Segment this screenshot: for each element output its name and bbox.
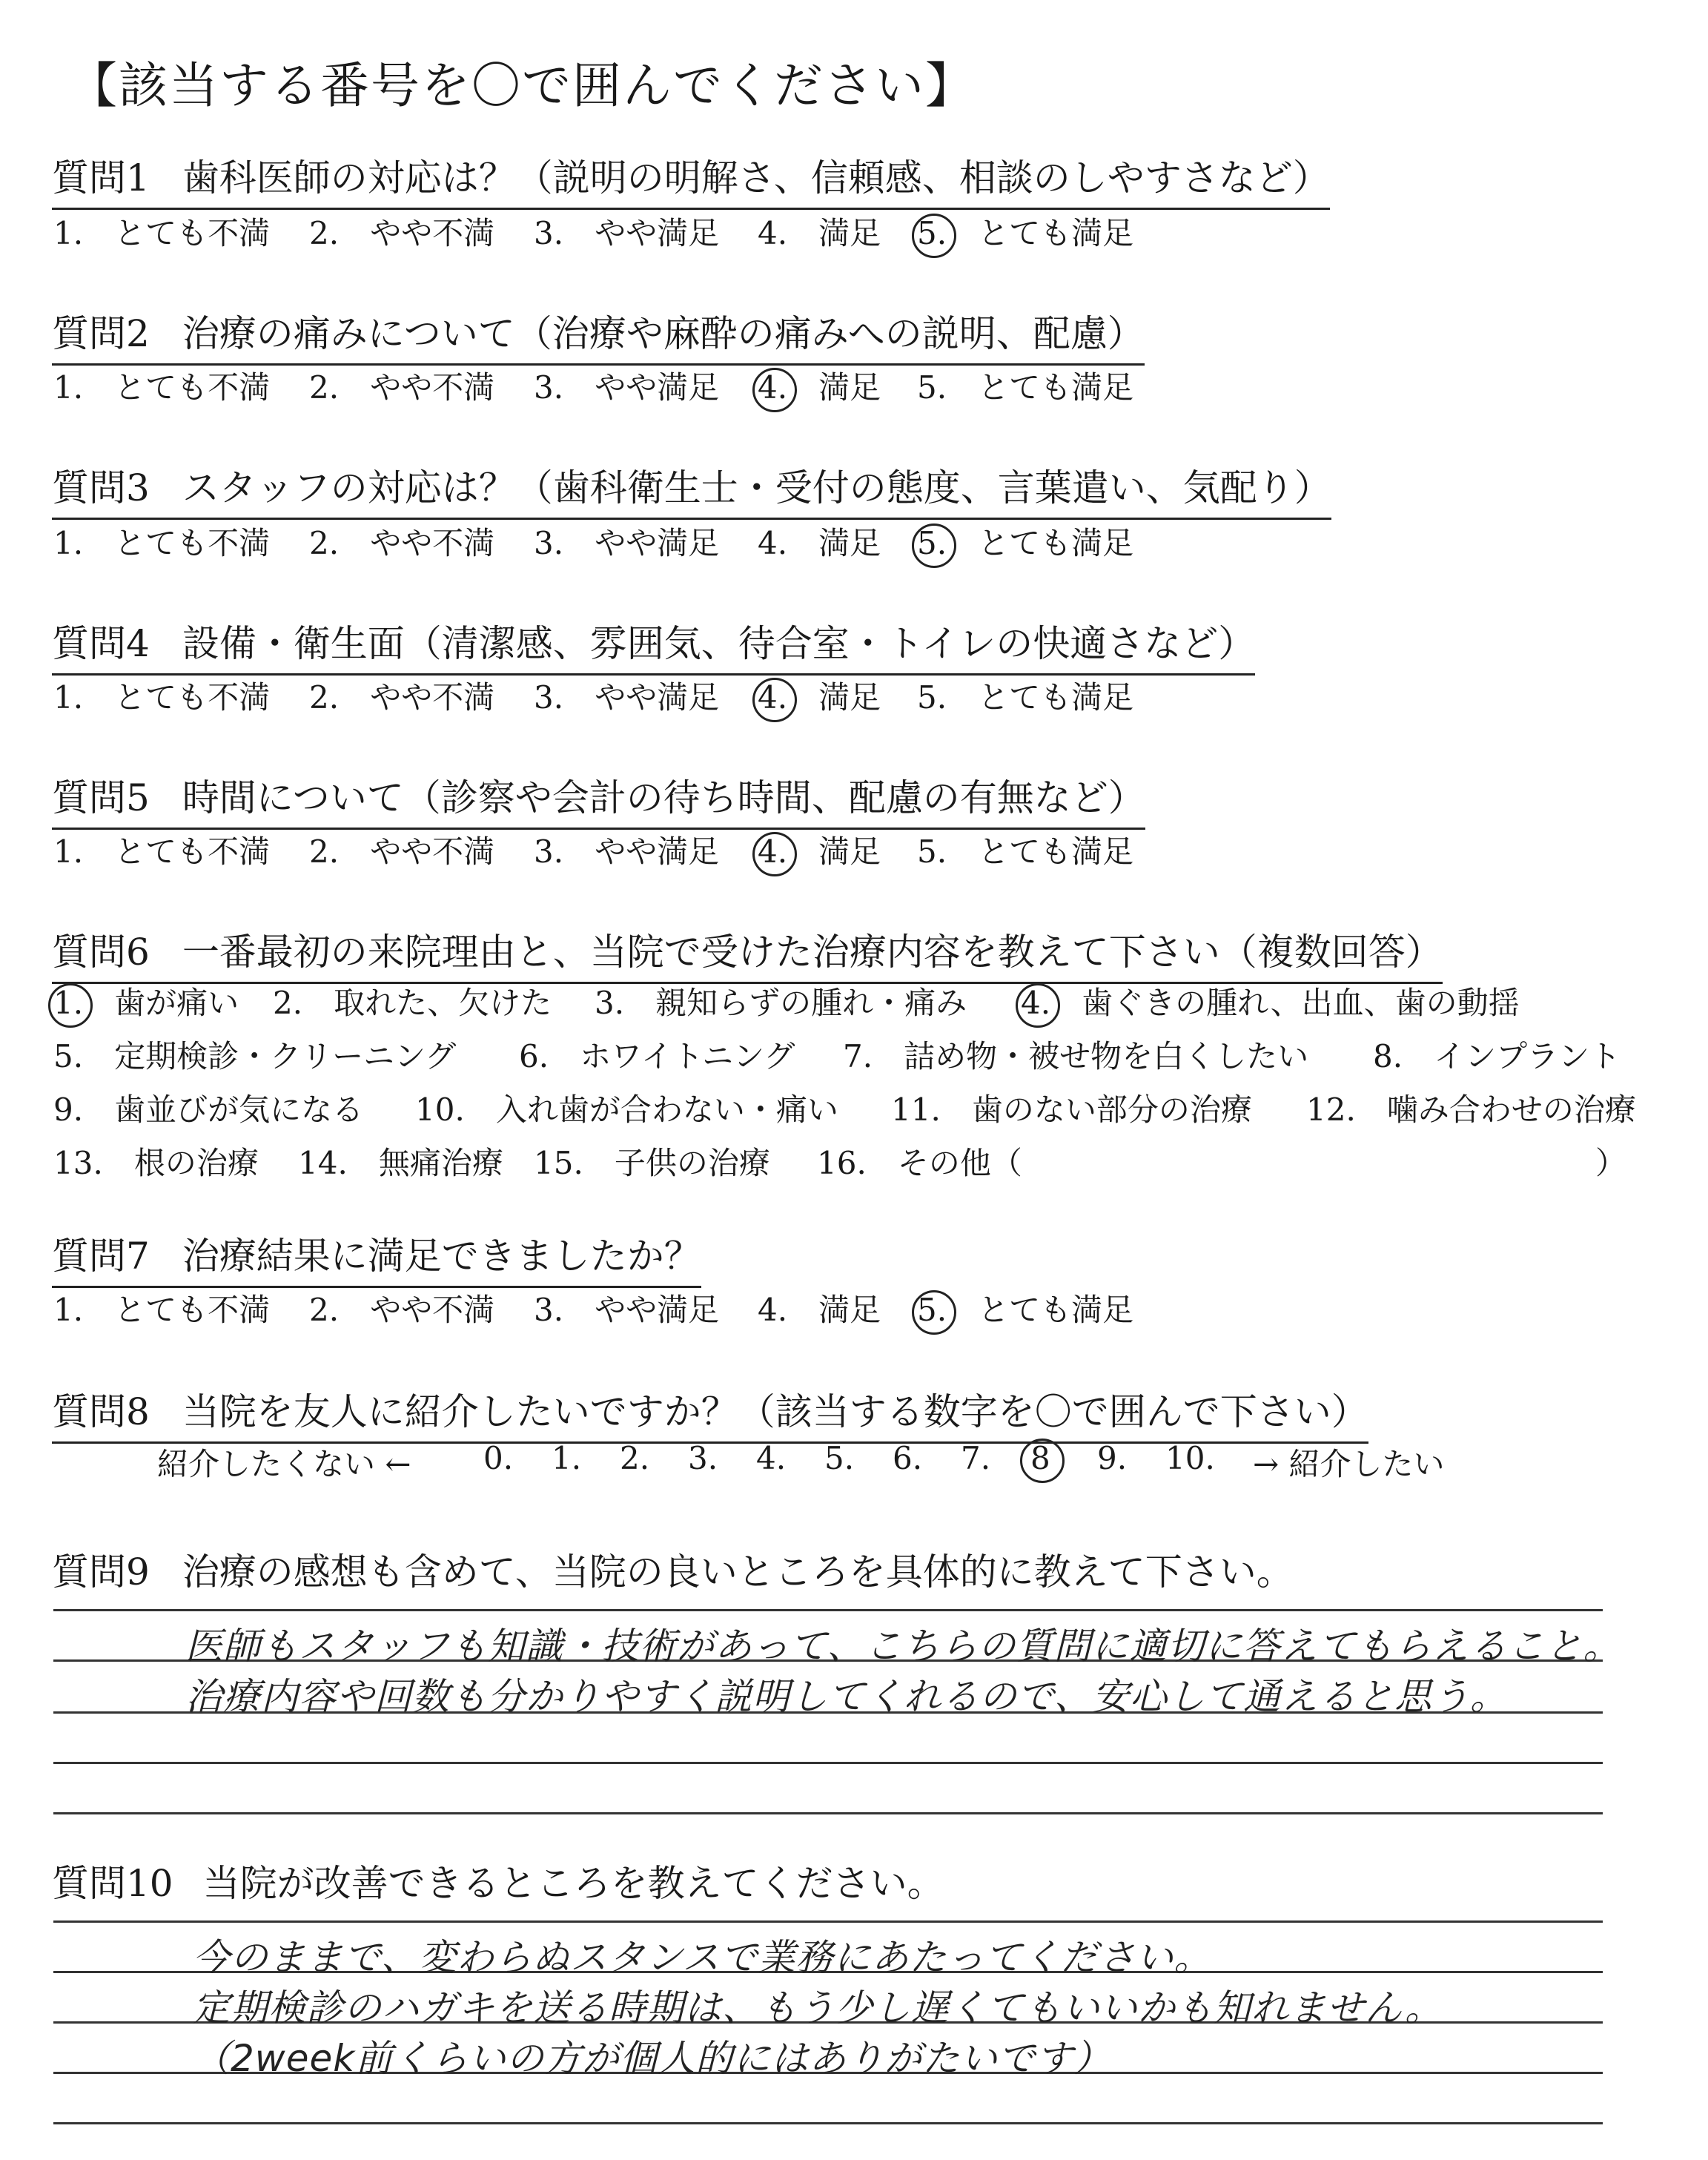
q6-option-2[interactable]: 2. 取れた、欠けた [273,985,552,1021]
selected-circle: 4. [1021,985,1051,1021]
question-5-text: 時間について（診察や会計の待ち時間、配慮の有無など） [182,776,1145,819]
q2-option-4[interactable]: 4. 満足 [758,369,881,406]
question-4-number: 質問4 [52,622,150,665]
q1-option-5[interactable]: 5. とても満足 [917,215,1134,251]
answer-line [53,1762,1603,1764]
q2-option-2[interactable]: 2. やや不満 [309,369,495,406]
question-5-number: 質問5 [52,776,150,819]
question-4-text: 設備・衛生面（清潔感、雰囲気、待合室・トイレの快適さなど） [182,622,1256,665]
q9-answer-line-2: 治療内容や回数も分かりやすく説明してくれるので、安心して通えると思う。 [185,1675,1508,1718]
q5-option-3[interactable]: 3. やや満足 [534,833,720,870]
question-6-title [52,922,1443,984]
q3-option-5[interactable]: 5. とても満足 [917,525,1134,561]
q4-option-5[interactable]: 5. とても満足 [917,679,1134,716]
selected-circle: 8 [1030,1440,1050,1476]
scale-10[interactable]: 10. [1165,1440,1215,1476]
q4-option-2[interactable]: 2. やや不満 [309,679,495,716]
q7-option-2[interactable]: 2. やや不満 [309,1292,495,1328]
q5-option-2[interactable]: 2. やや不満 [309,833,495,870]
q1-option-2[interactable]: 2. やや不満 [309,215,495,251]
selected-circle: 5. [917,215,947,251]
question-3-number: 質問3 [52,466,150,509]
q1-option-4[interactable]: 4. 満足 [758,215,881,251]
question-7-title [52,1226,701,1288]
scale-1[interactable]: 1. [552,1440,582,1476]
selected-circle: 4. [758,833,788,870]
q6-option-11[interactable]: 11. 歯のない部分の治療 [891,1091,1252,1128]
question-9-number: 質問9 [52,1550,150,1593]
q7-option-4[interactable]: 4. 満足 [758,1292,881,1328]
q6-option-4[interactable]: 4. 歯ぐきの腫れ、出血、歯の動揺 [1021,985,1520,1021]
question-4-title [52,614,1255,676]
q6-option-13[interactable]: 13. 根の治療 [53,1145,259,1181]
question-5-title [52,768,1145,830]
q5-option-4[interactable]: 4. 満足 [758,833,881,870]
q10-answer-line-2: 定期検診のハガキを送る時期は、もう少し遅くてもいいかも知れません。 [193,1986,1443,2029]
selected-circle: 5. [917,525,947,561]
scale-4[interactable]: 4. [756,1440,787,1476]
q4-option-4[interactable]: 4. 満足 [758,679,881,716]
scale-5[interactable]: 5. [824,1440,855,1476]
question-9-text: 治療の感想も含めて、当院の良いところを具体的に教えて下さい。 [182,1550,1294,1593]
question-7-text: 治療結果に満足できましたか？ [182,1235,701,1278]
q6-option-15[interactable]: 15. 子供の治療 [534,1145,770,1181]
question-6-number: 質問6 [52,931,150,974]
q1-option-1[interactable]: 1. とても不満 [53,215,271,251]
q2-option-1[interactable]: 1. とても不満 [53,369,271,406]
question-10-text: 当院が改善できるところを教えてください。 [202,1862,944,1905]
q6-option-1[interactable]: 1. 歯が痛い [53,985,239,1021]
scale-7[interactable]: 7. [961,1440,991,1476]
question-3-title [52,458,1331,520]
q4-option-1[interactable]: 1. とても不満 [53,679,271,716]
q2-option-3[interactable]: 3. やや満足 [534,369,720,406]
question-6-options [53,979,1647,1201]
question-8-title [52,1382,1368,1444]
question-1-number: 質問1 [52,156,150,199]
q6-option-8[interactable]: 8. インプラント [1373,1038,1621,1074]
q6-option-10[interactable]: 10. 入れ歯が合わない・痛い [415,1091,838,1128]
scale-8[interactable] [1030,1440,1050,1476]
question-8-text: 当院を友人に紹介したいですか？（該当する数字を〇で囲んで下さい） [182,1390,1368,1433]
question-1-title [52,148,1330,210]
q6-option-9[interactable]: 9. 歯並びが気になる [53,1091,364,1128]
q6-option-14[interactable]: 14. 無痛治療 [298,1145,503,1181]
q7-option-1[interactable]: 1. とても不満 [53,1292,271,1328]
question-3-text: スタッフの対応は？（歯科衛生士・受付の態度、言葉遣い、気配り） [182,466,1331,509]
q6-option-6[interactable]: 6. ホワイトニング [519,1038,795,1074]
scale-3[interactable]: 3. [688,1440,718,1476]
q3-option-4[interactable]: 4. 満足 [758,525,881,561]
q7-option-5[interactable]: 5. とても満足 [917,1292,1134,1328]
question-2-title [52,304,1145,366]
q5-option-1[interactable]: 1. とても不満 [53,833,271,870]
question-8-number: 質問8 [52,1390,150,1433]
q3-option-1[interactable]: 1. とても不満 [53,525,271,561]
question-8-scale [157,1440,1492,1484]
q10-answer-line-3: （2week前くらいの方が個人的にはありがたいです） [193,2037,1112,2080]
scale-9[interactable]: 9. [1097,1440,1128,1476]
scale-6[interactable]: 6. [893,1440,923,1476]
selected-circle: 5. [917,1292,947,1328]
selected-circle: 4. [758,679,788,716]
question-2-text: 治療の痛みについて（治療や麻酔の痛みへの説明、配慮） [182,312,1145,355]
scale-left-label: 紹介したくない ← [157,1446,411,1482]
q1-option-3[interactable]: 3. やや満足 [534,215,720,251]
q2-option-5[interactable]: 5. とても満足 [917,369,1134,406]
q3-option-3[interactable]: 3. やや満足 [534,525,720,561]
question-9-title [52,1542,1294,1596]
q10-answer-line-1: 今のままで、変わらぬスタンスで業務にあたってください。 [193,1936,1212,1979]
q6-option-7[interactable]: 7. 詰め物・被せ物を白くしたい [843,1038,1309,1074]
q4-option-3[interactable]: 3. やや満足 [534,679,720,716]
q3-option-2[interactable]: 2. やや不満 [309,525,495,561]
q6-option-12[interactable]: 12. 噛み合わせの治療 [1306,1091,1636,1128]
scale-right-label: → 紹介したい [1253,1446,1445,1482]
answer-line [53,2122,1603,2124]
question-2-number: 質問2 [52,312,150,355]
question-6-text: 一番最初の来院理由と、当院で受けた治療内容を教えて下さい（複数回答） [182,931,1443,974]
q7-option-3[interactable]: 3. やや満足 [534,1292,720,1328]
q5-option-5[interactable]: 5. とても満足 [917,833,1134,870]
q6-option-16[interactable]: 16. その他（ [817,1145,1022,1181]
question-10-number: 質問10 [52,1862,173,1905]
answer-line [53,1920,1603,1923]
question-10-title [52,1854,944,1907]
scale-2[interactable]: 2. [620,1440,650,1476]
answer-line [53,1609,1603,1611]
q6-option-5[interactable]: 5. 定期検診・クリーニング [53,1038,457,1074]
question-1-text: 歯科医師の対応は？（説明の明解さ、信頼感、相談のしやすさなど） [182,156,1330,199]
q9-answer-line-1: 医師もスタッフも知識・技術があって、こちらの質問に適切に答えてもらえること。 [185,1625,1621,1668]
selected-circle: 4. [758,369,788,406]
selected-circle: 1. [53,985,84,1021]
q6-other-close-paren: ） [1595,1145,1627,1181]
question-7-number: 質問7 [52,1235,150,1278]
scale-0[interactable]: 0. [483,1440,514,1476]
page-title: 【該当する番号を〇で囲んでください】 [68,57,976,114]
q6-option-3[interactable]: 3. 親知らずの腫れ・痛み [595,985,967,1021]
answer-line [53,1812,1603,1814]
